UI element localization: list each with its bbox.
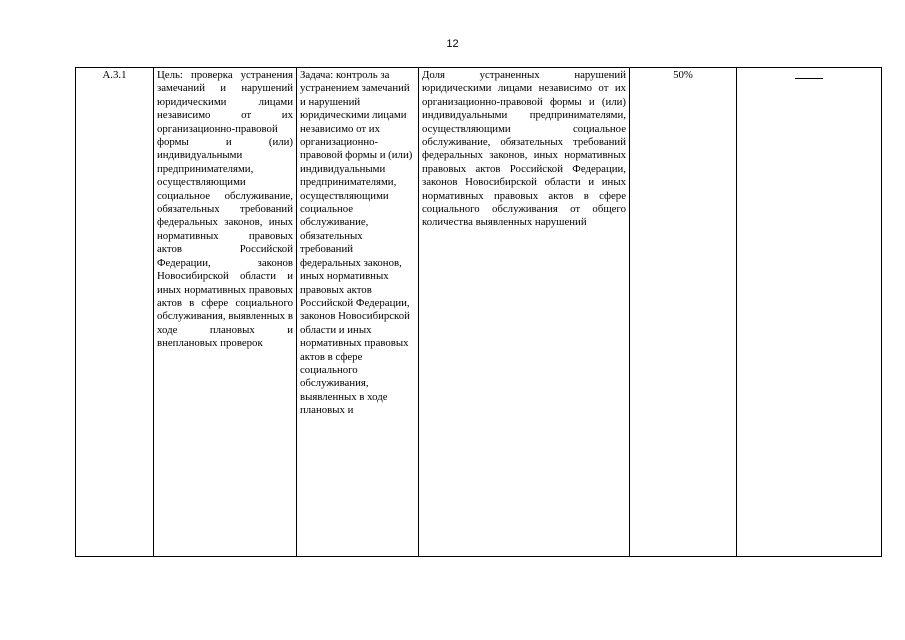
- cell-goal: Цель: проверка устранения замечаний и нарушений юридическими лицами независимо от их организационно-правовой формы и (или) индивидуальными предпринимателями, осуществляющими социальное обслуживание, обязательных требований федеральных законов, иных нормативных правовых актов Российской Федерации, законов Новосибирской области и иных нормативных правовых актов в сфере социального обслуживания, выявленных в ходе плановых и внеплановых проверок: [154, 68, 297, 557]
- table-row: [76, 68, 882, 557]
- cell-target-value: 50%: [630, 68, 737, 557]
- cell-code: А.3.1: [76, 68, 154, 557]
- cell-task: Задача: контроль за устранением замечаний и нарушений юридическими лицами независимо от их организационно-правовой формы и (или) индивидуальными предпринимателями, осуществляющими социальное обслуживание, обязательных требований федеральных законов, иных нормативных правовых актов Российской Федерации, законов Новосибирской области и иных нормативных правовых актов в сфере социального обслуживания, выявленных в ходе плановых и: [297, 68, 419, 557]
- dash-line: [795, 69, 823, 79]
- cell-empty-dash: [737, 68, 882, 557]
- cell-indicator: Доля устраненных нарушений юридическими лицами независимо от их организационно-правовой формы и (или) индивидуальными предпринимателями, осуществляющими социальное обслуживание, обязательных требований федеральных законов, иных нормативных правовых актов Российской Федерации, законов Новосибирской области и иных нормативных правовых актов в сфере социального обслуживания от общего количества выявленных нарушений: [419, 68, 630, 557]
- page-number: 12: [446, 38, 459, 50]
- indicator-table: [75, 67, 882, 557]
